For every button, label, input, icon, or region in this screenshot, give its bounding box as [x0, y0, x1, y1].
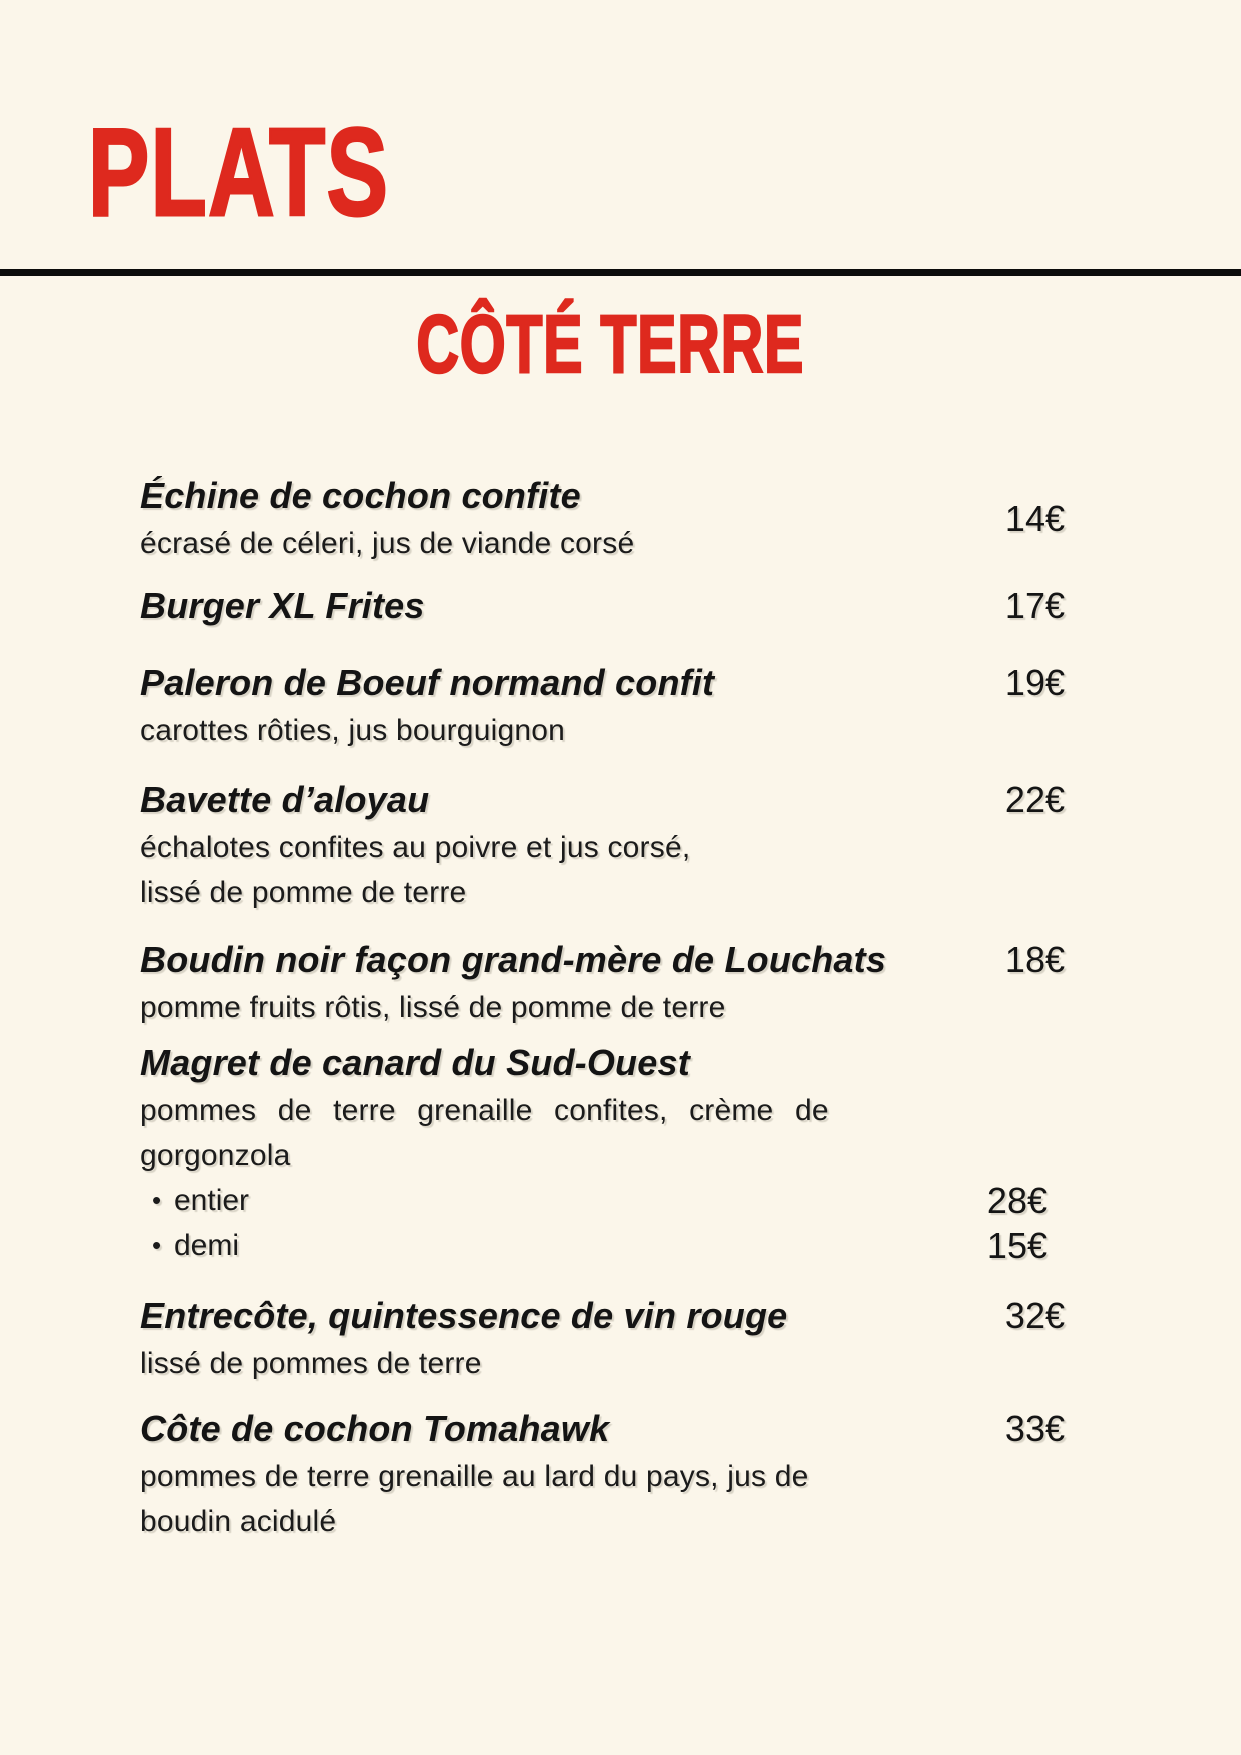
option-label-text: entier [174, 1184, 250, 1217]
item-name: Boudin noir façon grand-mère de Louchats [140, 939, 887, 980]
item-name: Échine de cochon confite [140, 475, 581, 516]
item-name: Côte de cochon Tomahawk [140, 1408, 610, 1449]
option-label [140, 1223, 969, 1268]
menu-item [140, 1038, 1065, 1268]
item-desc-line: pommes de terre grenaille confites, crème de [140, 1094, 829, 1127]
item-price: 19€ [1004, 662, 1065, 703]
item-options [140, 1178, 1047, 1268]
menu-item [140, 658, 1065, 753]
menu-item [140, 1404, 1065, 1544]
bullet-icon: • [152, 1230, 162, 1260]
option-label-text: demi [174, 1229, 240, 1262]
section-title: CÔTÉ TERRE [416, 299, 805, 390]
item-name: Bavette d’aloyau [140, 779, 430, 820]
item-desc-line: carottes rôties, jus bourguignon [140, 714, 565, 747]
item-desc-line: lissé de pomme de terre [140, 876, 467, 909]
item-price: 22€ [1004, 779, 1065, 820]
menu-item [140, 581, 1065, 631]
menu-item [140, 775, 1065, 915]
bullet-icon: • [152, 1185, 162, 1215]
item-text [140, 1404, 987, 1544]
item-name: Burger XL Frites [140, 585, 425, 626]
item-price: 14€ [1004, 497, 1065, 539]
item-text [140, 775, 987, 915]
menu-item [140, 1291, 1065, 1386]
page-header [88, 0, 1241, 242]
menu-item [140, 471, 1065, 566]
item-desc-line: échalotes confites au poivre et jus corsé, [140, 831, 691, 864]
item-text [140, 1291, 987, 1386]
item-price: 33€ [1004, 1408, 1065, 1449]
option-row [140, 1178, 1047, 1223]
item-desc-line: boudin acidulé [140, 1505, 337, 1538]
option-label [140, 1178, 969, 1223]
item-desc-line: pommes de terre grenaille au lard du pays, jus de [140, 1460, 809, 1493]
item-text [140, 658, 987, 753]
menu-item [140, 935, 1065, 1030]
item-price: 17€ [1004, 585, 1065, 626]
item-text [140, 935, 987, 1030]
divider-line [0, 269, 1241, 276]
item-name: Entrecôte, quintessence de vin rouge [140, 1295, 788, 1336]
item-price: 18€ [1004, 939, 1065, 980]
item-price: 32€ [1004, 1295, 1065, 1336]
item-text [140, 1038, 1047, 1268]
menu-list [140, 471, 1065, 1544]
item-text [140, 581, 987, 631]
section-heading [0, 299, 1241, 390]
item-desc-line: écrasé de céleri, jus de viande corsé [140, 527, 635, 560]
item-desc-line: lissé de pommes de terre [140, 1347, 482, 1380]
page-title: PLATS [88, 104, 390, 242]
option-row [140, 1223, 1047, 1268]
item-name: Paleron de Boeuf normand confit [140, 662, 715, 703]
item-name: Magret de canard du Sud-Ouest [140, 1042, 690, 1083]
item-desc-line: gorgonzola [140, 1139, 291, 1172]
option-price: 15€ [986, 1225, 1047, 1266]
item-text [140, 471, 987, 566]
option-price: 28€ [986, 1180, 1047, 1221]
item-desc-line: pomme fruits rôtis, lissé de pomme de terre [140, 991, 726, 1024]
